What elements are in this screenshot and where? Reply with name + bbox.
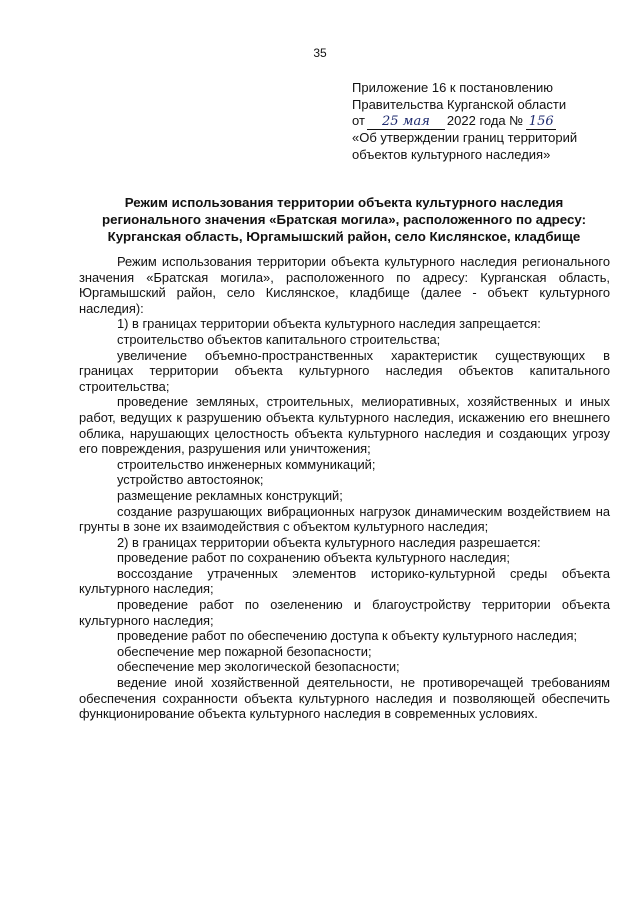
list-item: создание разрушающих вибрационных нагрузок динамическим воздействием на грунты в зоне их взаимодействия с объектом культурного наследия; [79, 503, 610, 535]
list-item: обеспечение мер экологической безопасности; [117, 659, 400, 675]
list-item: проведение земляных, строительных, мелиоративных, хозяйственных и иных работ, ведущих к разрушению объекта культурного наследия, искажению его внешнего облика, нарушающих целостность объекта культурного наследия и создающих угрозу его повреждения, разрушения или уничтожения; [79, 394, 610, 457]
list-item: обеспечение мер пожарной безопасности; [117, 643, 372, 659]
handwritten-number: 156 [526, 115, 556, 130]
appendix-from-prefix: от [352, 113, 365, 128]
paragraph-permitted-heading: 2) в границах территории объекта культурного наследия разрешается: [117, 534, 541, 550]
appendix-line-2: Правительства Курганской области [352, 96, 567, 112]
appendix-line-4: «Об утверждении границ территорий [352, 130, 578, 145]
list-item: проведение работ по обеспечению доступа к объекту культурного наследия; [117, 628, 578, 644]
handwritten-date: 25 мая [367, 115, 445, 130]
list-item: размещение рекламных конструкций; [117, 487, 343, 503]
list-item: воссоздание утраченных элементов историко-культурной среды объекта культурного наследия; [79, 565, 610, 597]
page-number: 35 [313, 46, 327, 60]
list-item: строительство инженерных коммуникаций; [117, 456, 376, 472]
list-item: устройство автостоянок; [117, 472, 264, 488]
list-item: строительство объектов капитального строительства; [117, 331, 441, 347]
list-item: ведение иной хозяйственной деятельности, не противоречащей требованиям обеспечения сохранности объекта культурного наследия и позволяющей обеспечить функционирование объекта культурного наследия в современных условиях. [79, 675, 610, 722]
document-title: Режим использования территории объекта культурного наследия регионального значения «Братская могила», расположенного по адресу: Курганская область, Юргамышский район, село Кислянское, кладбище [101, 195, 587, 244]
appendix-line-5: объектов культурного наследия» [352, 146, 551, 162]
appendix-line-3 [352, 113, 622, 130]
list-item: проведение работ по сохранению объекта культурного наследия; [117, 550, 510, 566]
appendix-year-text: 2022 года № [446, 113, 524, 128]
appendix-header [352, 80, 622, 163]
document-body [79, 254, 610, 722]
list-item: увеличение объемно-пространственных характеристик существующих в границах территории объекта культурного наследия объектов капитального строительства; [79, 347, 610, 394]
paragraph-intro: Режим использования территории объекта культурного наследия регионального значения «Братская могила», расположенного по адресу: Курганская область, Юргамышский район, село Кислянское, кладбище (далее - объект культурного наследия): [79, 254, 610, 316]
list-item: проведение работ по озеленению и благоустройству территории объекта культурного наследия; [79, 597, 610, 628]
paragraph-prohibited-heading: 1) в границах территории объекта культурного наследия запрещается: [117, 316, 541, 332]
appendix-line-1: Приложение 16 к постановлению [352, 80, 554, 95]
